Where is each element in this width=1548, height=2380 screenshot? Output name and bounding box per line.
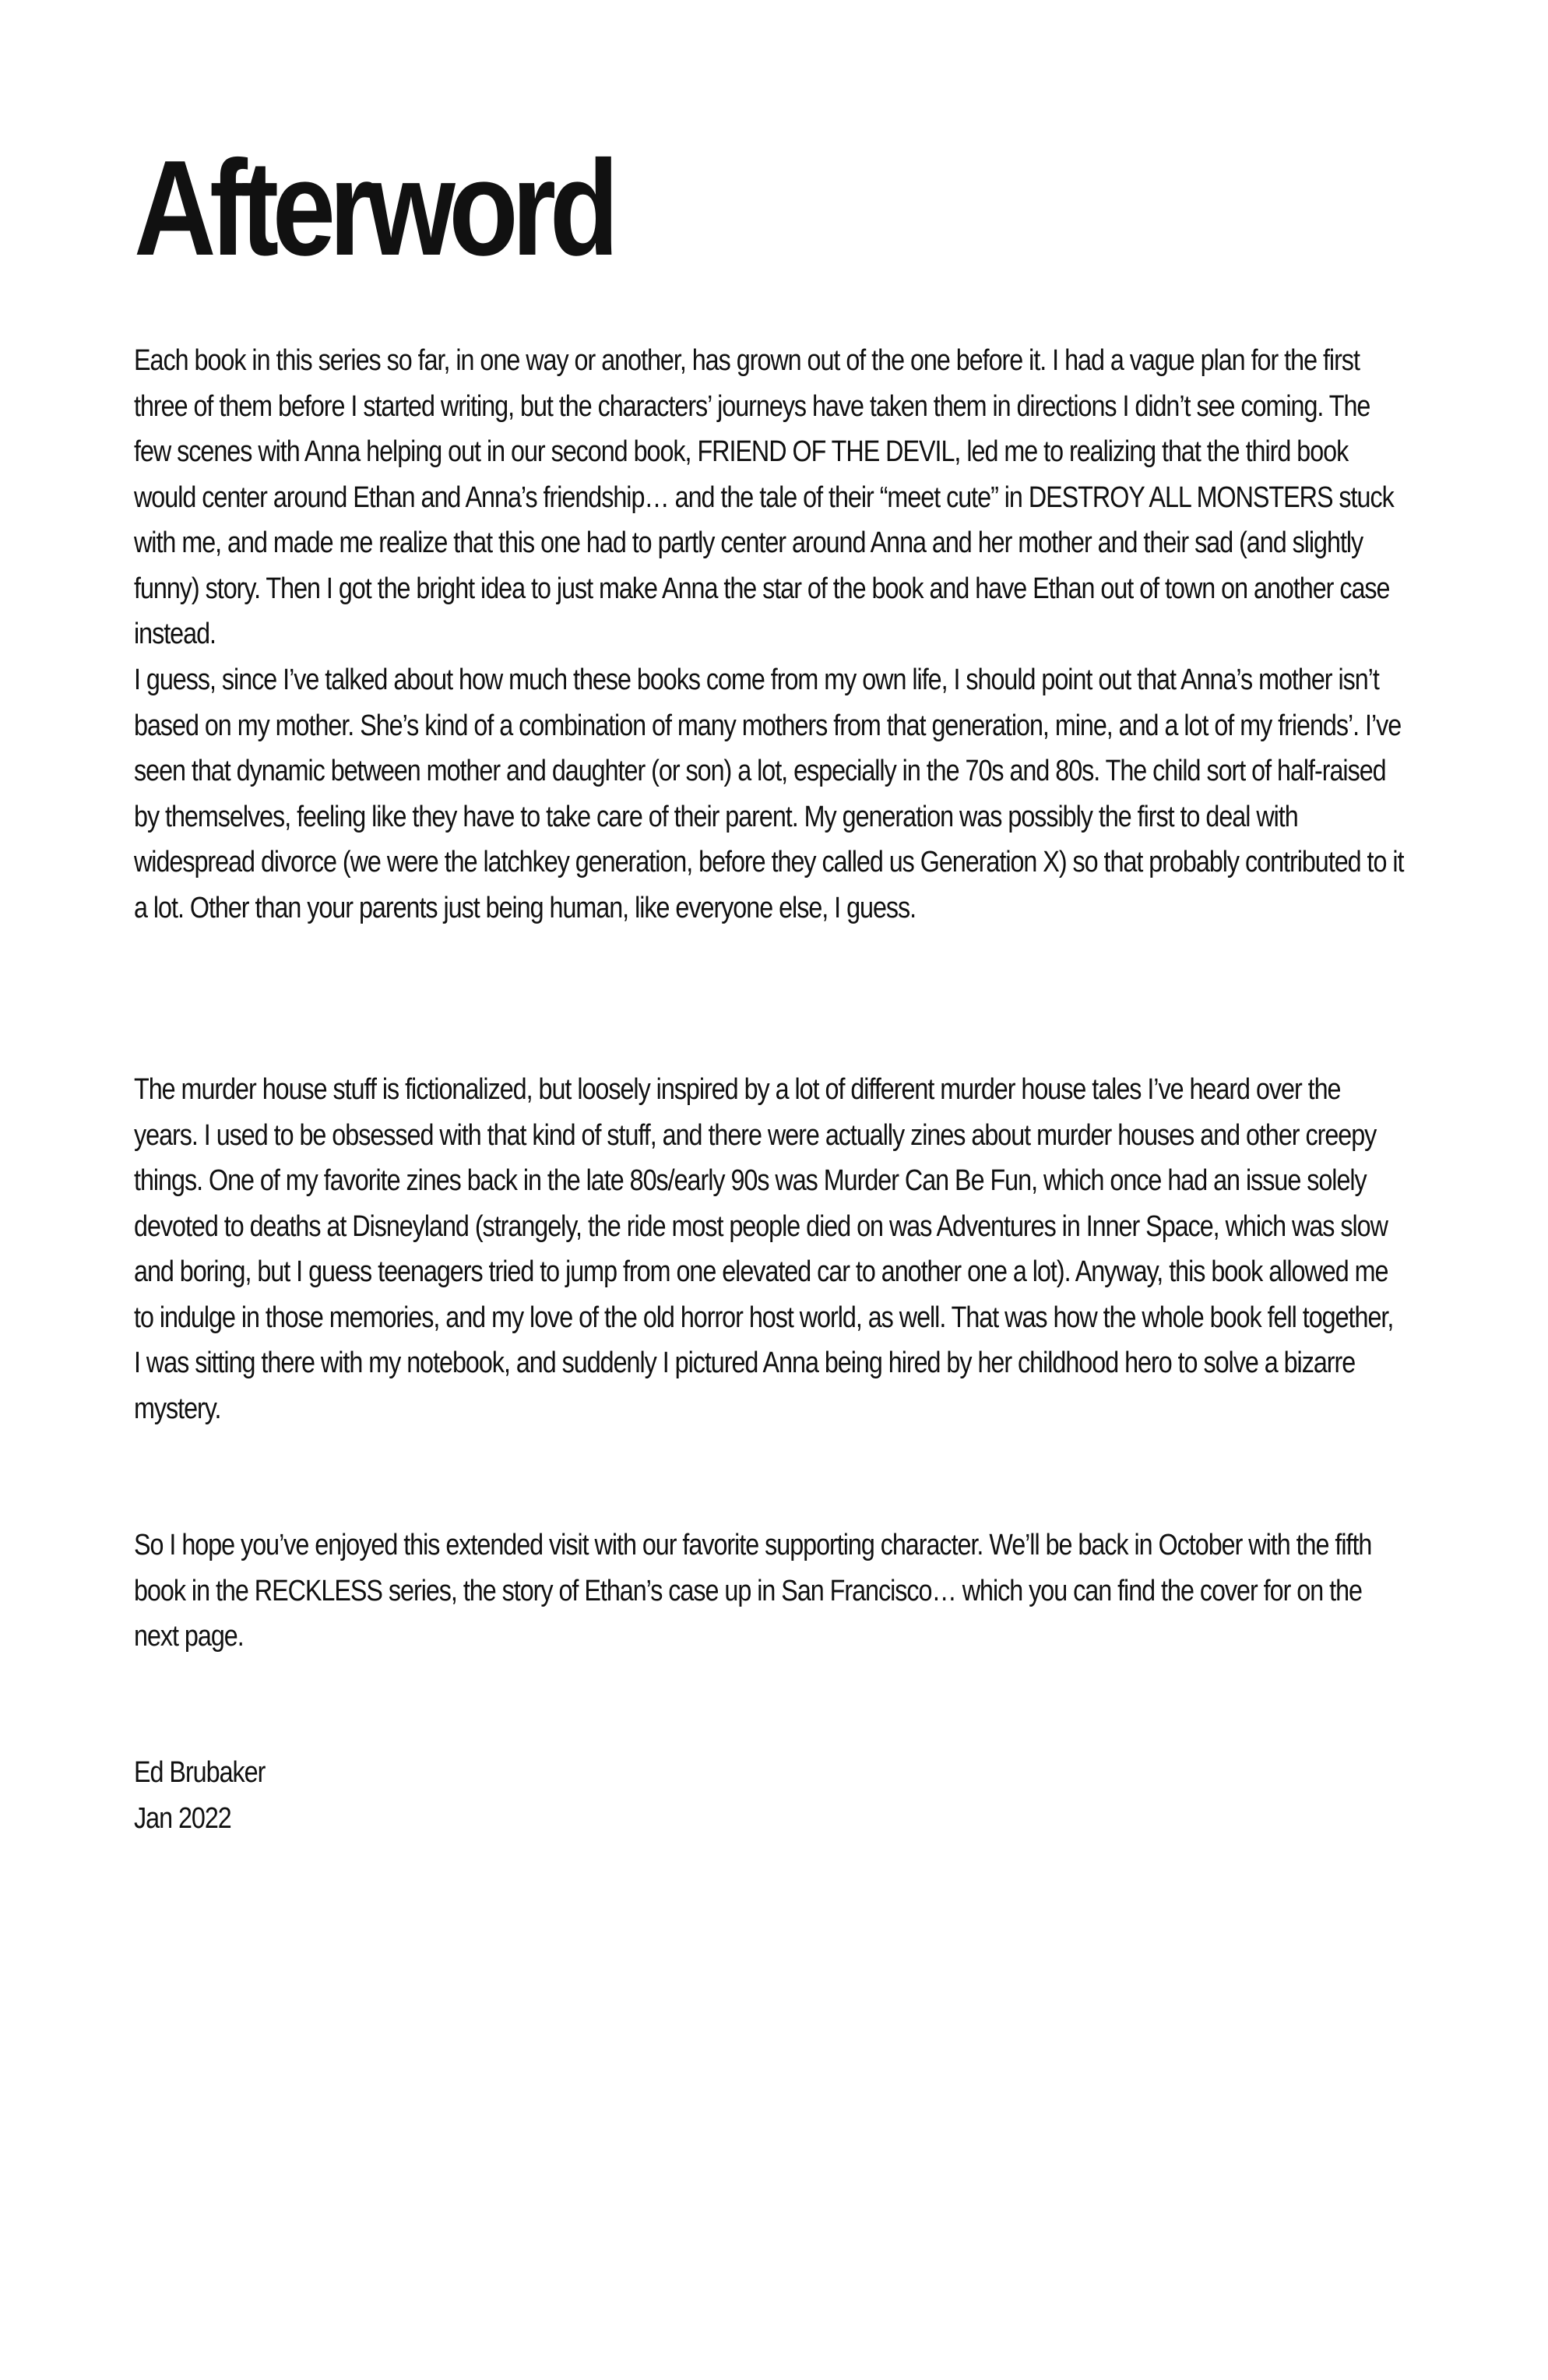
signature-block <box>134 1750 1411 1841</box>
afterword-body <box>134 338 1411 1841</box>
page-title: Afterword <box>134 132 613 283</box>
paragraph-4: So I hope you’ve enjoyed this extended visit with our favorite supporting character. We’ll be back in October with the fifth book in the RECKLESS series, the story of Ethan’s case up in San Francisco… which you can find the cover for on the next page. <box>134 1529 1372 1653</box>
author-name: Ed Brubaker <box>134 1756 266 1789</box>
paragraph-2: I guess, since I’ve talked about how much these books come from my own life, I should point out that Anna’s mother isn’t based on my mother. She’s kind of a combination of many mothers from that generation, mine, and a lot of my friends’. I’ve seen that dynamic between mother and daughter (or son) a lot, especially in the 70s and 80s. The child sort of half-raised by themselves, feeling like they have to take care of their parent. My generation was possibly the first to deal with widespread divorce (we were the latchkey generation, before they called us Generation X) so that probably contributed to it a lot. Other than your parents just being human, like everyone else, I guess. <box>134 664 1404 924</box>
paragraph-1: Each book in this series so far, in one way or another, has grown out of the one before it. I had a vague plan for the first three of them before I started writing, but the characters’ journeys have taken them in directions I didn’t see coming. The few scenes with Anna helping out in our second book, FRIEND OF THE DEVIL, led me to realizing that the third book would center around Ethan and Anna’s friendship… and the tale of their “meet cute” in DESTROY ALL MONSTERS stuck with me, and made me realize that this one had to partly center around Anna and her mother and their sad (and slightly funny) story. Then I got the bright idea to just make Anna the star of the book and have Ethan out of town on another case instead. <box>134 344 1394 650</box>
signature-date: Jan 2022 <box>134 1801 231 1835</box>
paragraph-3: The murder house stuff is fictionalized, but loosely inspired by a lot of different murder house tales I’ve heard over the years. I used to be obsessed with that kind of stuff, and there were actually zines about murder houses and other creepy things. One of my favorite zines back in the late 80s/early 90s was Murder Can Be Fun, which once had an issue solely devoted to deaths at Disneyland (strangely, the ride most people died on was Adventures in Inner Space, which was slow and boring, but I guess teenagers tried to jump from one elevated car to another one a lot). Anyway, this book allowed me to indulge in those memories, and my love of the old horror host world, as well. That was how the whole book fell together, I was sitting there with my notebook, and suddenly I pictured Anna being hired by her childhood hero to solve a bizarre mystery. <box>134 1073 1394 1425</box>
afterword-page <box>134 132 1411 1841</box>
